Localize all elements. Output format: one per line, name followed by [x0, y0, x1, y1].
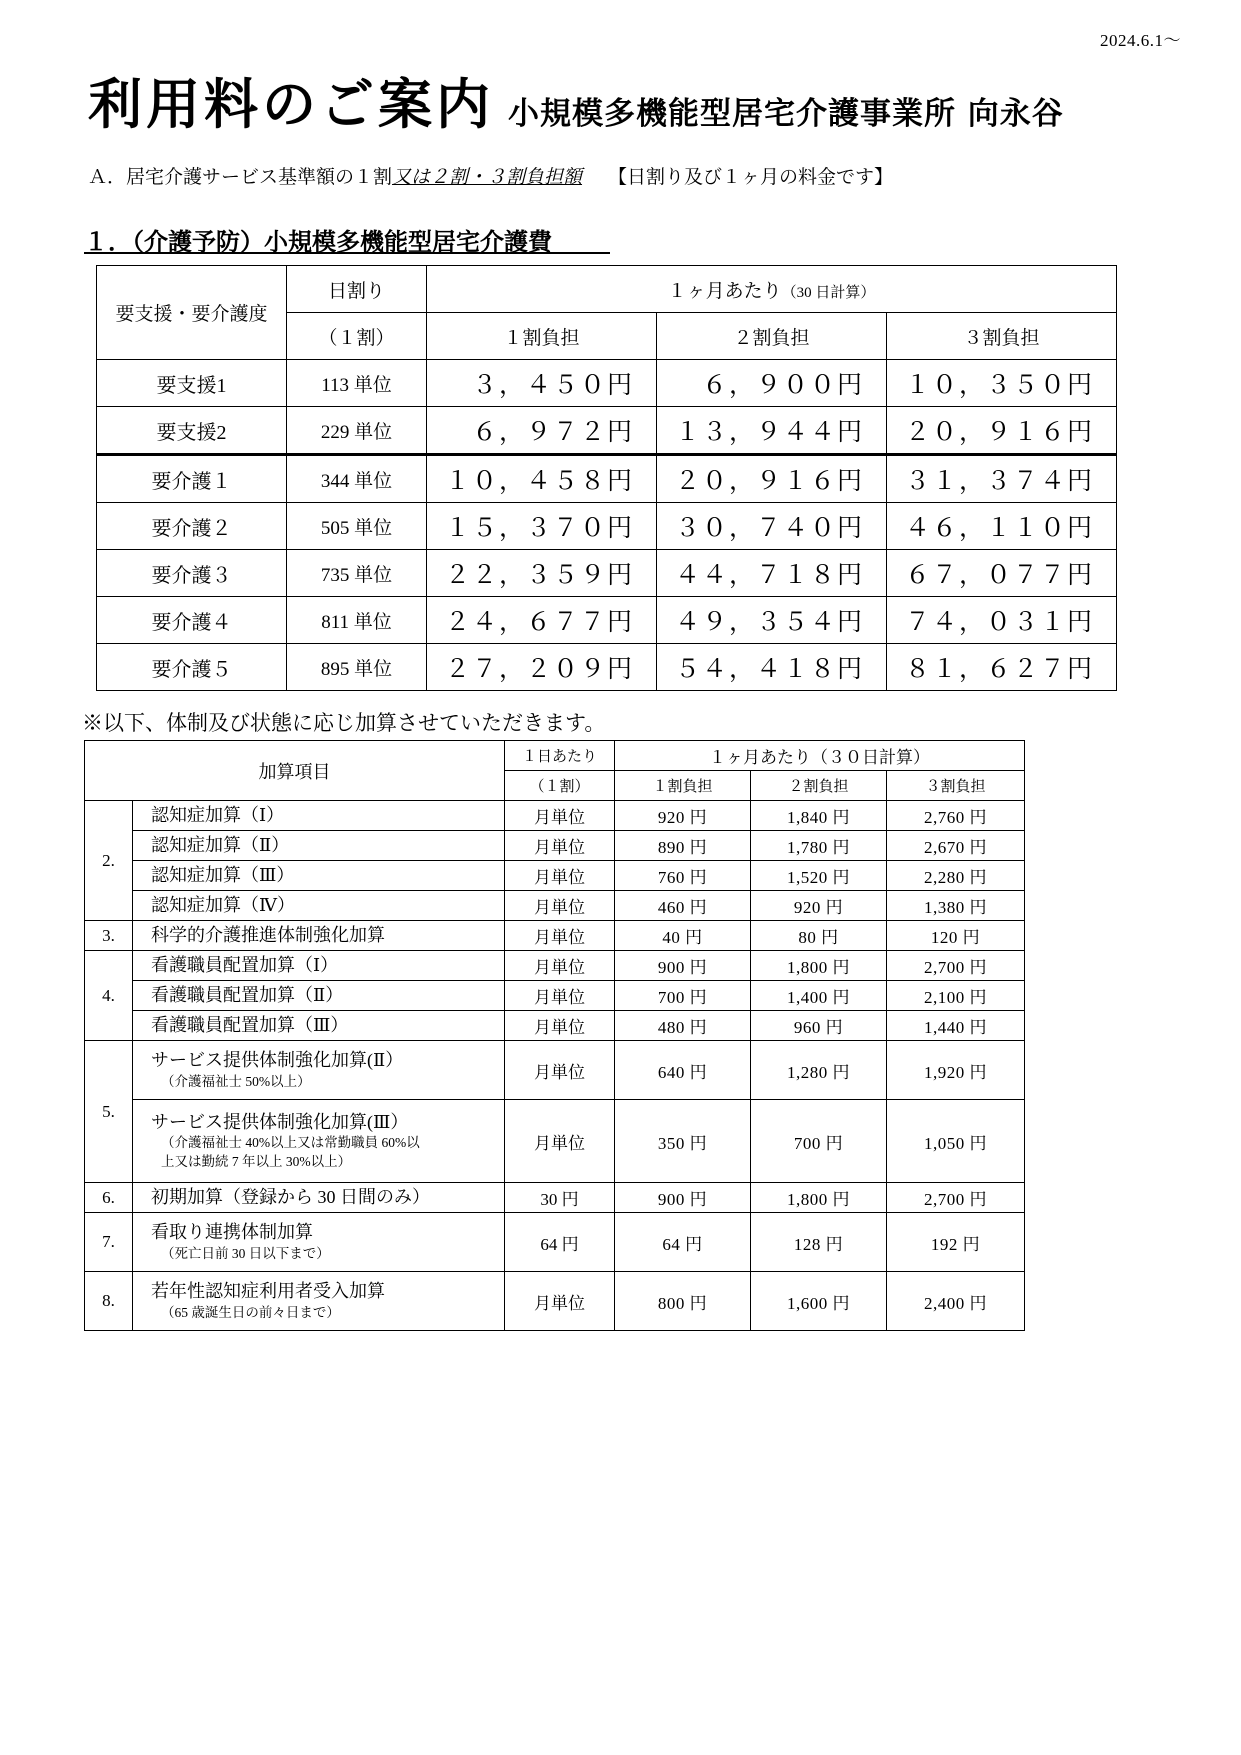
- addon-daily: 月単位: [505, 1272, 615, 1331]
- burden1-amount: ２７，２０９円: [427, 644, 657, 691]
- burden1-amount: ６，９７２円: [427, 407, 657, 455]
- header-addon-daily-sub: （１割）: [505, 771, 615, 801]
- addon-burden2: 1,600 円: [751, 1272, 887, 1331]
- addon-burden1: 350 円: [615, 1100, 751, 1183]
- addon-burden3: 120 円: [887, 921, 1025, 951]
- addon-burden3: 2,670 円: [887, 831, 1025, 861]
- addon-burden3: 2,100 円: [887, 981, 1025, 1011]
- addon-name: 認知症加算（Ⅲ）: [133, 861, 505, 891]
- table-header-row-1: [97, 266, 1117, 313]
- heading-section-1: １．（介護予防）小規模多機能型居宅介護費: [84, 228, 552, 256]
- header-addon-item: 加算項目: [85, 741, 505, 801]
- addon-name-note: （死亡日前 30 日以下まで）: [161, 1245, 330, 1261]
- addon-burden3: 192 円: [887, 1213, 1025, 1272]
- burden1-amount: ２４，６７７円: [427, 597, 657, 644]
- addon-name: 看取り連携体制加算: [151, 1222, 313, 1243]
- section-a-pre: Ａ．居宅介護サービス基準額の１割: [88, 167, 393, 188]
- table-row: [85, 1100, 1025, 1183]
- burden1-amount: １５，３７０円: [427, 503, 657, 550]
- group-index: 3.: [85, 921, 133, 951]
- addon-fee-table: [84, 740, 1025, 1331]
- table-row: [97, 550, 1117, 597]
- addon-burden1: 800 円: [615, 1272, 751, 1331]
- burden3-amount: ８１，６２７円: [887, 644, 1117, 691]
- addon-daily: 64 円: [505, 1213, 615, 1272]
- addon-burden1: 900 円: [615, 951, 751, 981]
- header-care-level: 要支援・要介護度: [97, 266, 287, 360]
- addon-burden2: 80 円: [751, 921, 887, 951]
- addon-burden1: 64 円: [615, 1213, 751, 1272]
- table-row: [97, 360, 1117, 407]
- addon-burden1: 40 円: [615, 921, 751, 951]
- header-addon-burden-2: ２割負担: [751, 771, 887, 801]
- section-a-post: 【日割り及び１ヶ月の料金です】: [608, 167, 894, 188]
- addon-note: ※以下、体制及び状態に応じ加算させていただきます。: [82, 711, 606, 735]
- burden2-amount: ２０，９１６円: [657, 455, 887, 503]
- addon-name: 科学的介護推進体制強化加算: [133, 921, 505, 951]
- heading-underline: [84, 252, 610, 254]
- addon-burden2: 1,780 円: [751, 831, 887, 861]
- table-row: [85, 1011, 1025, 1041]
- unit-value: 811 単位: [287, 597, 427, 644]
- addon-burden2: 1,400 円: [751, 981, 887, 1011]
- addon-name: 看護職員配置加算（Ⅰ）: [133, 951, 505, 981]
- care-fee-table: [96, 265, 1117, 691]
- table-row: [97, 597, 1117, 644]
- group-index: 6.: [85, 1183, 133, 1213]
- addon-burden2: 128 円: [751, 1213, 887, 1272]
- addon-burden2: 1,840 円: [751, 801, 887, 831]
- header-monthly-note: （30 日計算）: [781, 284, 876, 301]
- table-row: [85, 1183, 1025, 1213]
- unit-value: 229 単位: [287, 407, 427, 455]
- document-title-row: [88, 62, 1181, 139]
- table-row: [85, 801, 1025, 831]
- burden3-amount: １０，３５０円: [887, 360, 1117, 407]
- addon-daily: 月単位: [505, 891, 615, 921]
- addon-burden3: 2,280 円: [887, 861, 1025, 891]
- table-row: [85, 951, 1025, 981]
- table-row: [97, 503, 1117, 550]
- addon-name: 看護職員配置加算（Ⅱ）: [133, 981, 505, 1011]
- table-row: [85, 921, 1025, 951]
- table-row: [97, 455, 1117, 503]
- burden1-amount: １０，４５８円: [427, 455, 657, 503]
- addon-burden3: 2,760 円: [887, 801, 1025, 831]
- burden2-amount: ６，９００円: [657, 360, 887, 407]
- addon-burden1: 890 円: [615, 831, 751, 861]
- addon-burden3: 1,440 円: [887, 1011, 1025, 1041]
- header-daily: 日割り: [287, 266, 427, 313]
- header-daily-sub: （１割）: [287, 313, 427, 360]
- table-row: [85, 1041, 1025, 1100]
- group-index: 7.: [85, 1213, 133, 1272]
- addon-burden1: 700 円: [615, 981, 751, 1011]
- addon-burden1: 460 円: [615, 891, 751, 921]
- addon-burden2: 920 円: [751, 891, 887, 921]
- addon-burden2: 1,800 円: [751, 951, 887, 981]
- addon-daily: 月単位: [505, 1100, 615, 1183]
- care-level: 要介護１: [97, 455, 287, 503]
- addon-header-row-1: [85, 741, 1025, 771]
- group-index: 8.: [85, 1272, 133, 1331]
- burden2-amount: ４９，３５４円: [657, 597, 887, 644]
- addon-name: 初期加算（登録から 30 日間のみ）: [133, 1183, 505, 1213]
- unit-value: 344 単位: [287, 455, 427, 503]
- addon-daily: 月単位: [505, 921, 615, 951]
- addon-daily: 月単位: [505, 1041, 615, 1100]
- section-a-line: [88, 162, 893, 189]
- header-addon-burden-1: １割負担: [615, 771, 751, 801]
- table-row: [97, 407, 1117, 455]
- table-row: [85, 1213, 1025, 1272]
- addon-name-note: （介護福祉士 40%以上又は常勤職員 60%以: [161, 1135, 420, 1151]
- addon-name-note: （介護福祉士 50%以上）: [161, 1073, 311, 1089]
- addon-burden3: 2,400 円: [887, 1272, 1025, 1331]
- header-addon-daily: １日あたり: [505, 741, 615, 771]
- care-level: 要介護３: [97, 550, 287, 597]
- addon-daily: 月単位: [505, 831, 615, 861]
- group-index: 4.: [85, 951, 133, 1041]
- burden1-amount: ３，４５０円: [427, 360, 657, 407]
- addon-daily: 月単位: [505, 801, 615, 831]
- addon-burden2: 1,520 円: [751, 861, 887, 891]
- table-row: [85, 981, 1025, 1011]
- table-row: [85, 831, 1025, 861]
- burden2-amount: ４４，７１８円: [657, 550, 887, 597]
- addon-name: サービス提供体制強化加算(Ⅱ）: [151, 1050, 404, 1071]
- header-monthly: [427, 266, 1117, 313]
- addon-name-block: [133, 1213, 505, 1272]
- burden3-amount: ２０，９１６円: [887, 407, 1117, 455]
- addon-name: 認知症加算（Ⅰ）: [133, 801, 505, 831]
- header-burden-2: ２割負担: [657, 313, 887, 360]
- addon-burden1: 640 円: [615, 1041, 751, 1100]
- addon-name-block: [133, 1041, 505, 1100]
- addon-daily: 月単位: [505, 1011, 615, 1041]
- group-index: 2.: [85, 801, 133, 921]
- addon-name-block: [133, 1272, 505, 1331]
- addon-burden3: 1,050 円: [887, 1100, 1025, 1183]
- addon-daily: 月単位: [505, 951, 615, 981]
- table-row: [85, 891, 1025, 921]
- addon-daily: 30 円: [505, 1183, 615, 1213]
- burden3-amount: ４６，１１０円: [887, 503, 1117, 550]
- addon-burden3: 2,700 円: [887, 951, 1025, 981]
- burden2-amount: １３，９４４円: [657, 407, 887, 455]
- addon-name: 看護職員配置加算（Ⅲ）: [133, 1011, 505, 1041]
- addon-burden2: 1,800 円: [751, 1183, 887, 1213]
- addon-burden2: 960 円: [751, 1011, 887, 1041]
- burden1-amount: ２２，３５９円: [427, 550, 657, 597]
- care-level: 要介護５: [97, 644, 287, 691]
- burden3-amount: ７４，０３１円: [887, 597, 1117, 644]
- header-burden-3: ３割負担: [887, 313, 1117, 360]
- unit-value: 895 単位: [287, 644, 427, 691]
- burden2-amount: ５４，４１８円: [657, 644, 887, 691]
- unit-value: 113 単位: [287, 360, 427, 407]
- group-index: 5.: [85, 1041, 133, 1183]
- burden3-amount: ３１，３７４円: [887, 455, 1117, 503]
- addon-burden3: 1,920 円: [887, 1041, 1025, 1100]
- addon-burden1: 760 円: [615, 861, 751, 891]
- addon-name: 認知症加算（Ⅱ）: [133, 831, 505, 861]
- addon-name: 認知症加算（Ⅳ）: [133, 891, 505, 921]
- addon-burden1: 480 円: [615, 1011, 751, 1041]
- unit-value: 735 単位: [287, 550, 427, 597]
- table-row: [97, 644, 1117, 691]
- page-title: 利用料のご案内: [88, 73, 494, 136]
- table-row: [85, 1272, 1025, 1331]
- addon-daily: 月単位: [505, 861, 615, 891]
- effective-date: 2024.6.1～: [1100, 31, 1181, 50]
- care-level: 要介護４: [97, 597, 287, 644]
- addon-name-note-2: 上又は勤続 7 年以上 30%以上）: [161, 1154, 352, 1170]
- addon-burden3: 1,380 円: [887, 891, 1025, 921]
- addon-burden2: 700 円: [751, 1100, 887, 1183]
- facility-name: 小規模多機能型居宅介護事業所 向永谷: [508, 96, 1064, 132]
- table-row: [85, 861, 1025, 891]
- header-addon-monthly: １ヶ月あたり（３０日計算）: [615, 741, 1025, 771]
- addon-burden1: 920 円: [615, 801, 751, 831]
- unit-value: 505 単位: [287, 503, 427, 550]
- care-level: 要支援2: [97, 407, 287, 455]
- care-level: 要支援1: [97, 360, 287, 407]
- header-burden-1: １割負担: [427, 313, 657, 360]
- header-addon-burden-3: ３割負担: [887, 771, 1025, 801]
- addon-burden3: 2,700 円: [887, 1183, 1025, 1213]
- header-monthly-label: １ヶ月あたり: [667, 280, 782, 302]
- addon-daily: 月単位: [505, 981, 615, 1011]
- burden2-amount: ３０，７４０円: [657, 503, 887, 550]
- addon-name-note: （65 歳誕生日の前々日まで）: [161, 1304, 340, 1320]
- addon-name: サービス提供体制強化加算(Ⅲ）: [151, 1111, 409, 1132]
- addon-burden1: 900 円: [615, 1183, 751, 1213]
- addon-name-block: [133, 1100, 505, 1183]
- section-a-italic: 又は２割・３割負担額: [392, 167, 583, 188]
- care-level: 要介護２: [97, 503, 287, 550]
- addon-name: 若年性認知症利用者受入加算: [151, 1281, 385, 1302]
- burden3-amount: ６７，０７７円: [887, 550, 1117, 597]
- addon-burden2: 1,280 円: [751, 1041, 887, 1100]
